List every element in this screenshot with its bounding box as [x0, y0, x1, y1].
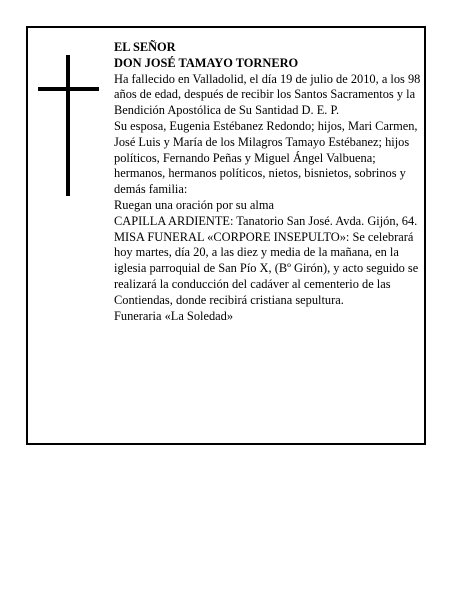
funeral-home: Funeraria «La Soledad» — [114, 308, 234, 323]
obituary-notice — [26, 26, 426, 445]
prayer-request: Ruegan una oración por su alma — [114, 197, 274, 212]
notice-body — [114, 40, 426, 324]
family-list: Su esposa, Eugenia Estébanez Redondo; hijos, Mari Carmen, José Luis y María de los Milagros Tamayo Estébanez; hijos políticos, Fernando Peñas y Miguel Ángel Valbuena; hermanos, hermanos políticos, nietos, bisnietos, sobrinos y demás familia: — [114, 118, 418, 197]
notice-title-line-1: EL SEÑOR — [114, 40, 176, 54]
funeral-mass-info: MISA FUNERAL «CORPORE INSEPULTO»: Se celebrará hoy martes, día 20, a las diez y media de la mañana, en la iglesia parroquial de San Pío X, (Bº Girón), y acto seguido se realizará la conducción del cadáver al cementerio de las Contiendas, donde recibirá cristiana sepultura. — [114, 229, 419, 307]
cross-icon-crossbar — [38, 87, 99, 91]
cross-icon — [66, 55, 70, 196]
notice-title-line-2: DON JOSÉ TAMAYO TORNERO — [114, 55, 299, 70]
chapel-info: CAPILLA ARDIENTE: Tanatorio San José. Avda. Gijón, 64. — [114, 213, 418, 228]
death-announcement: Ha fallecido en Valladolid, el día 19 de julio de 2010, a los 98 años de edad, después de recibir los Santos Sacramentos y la Bendición Apostólica de Su Santidad D. E. P. — [114, 71, 421, 118]
